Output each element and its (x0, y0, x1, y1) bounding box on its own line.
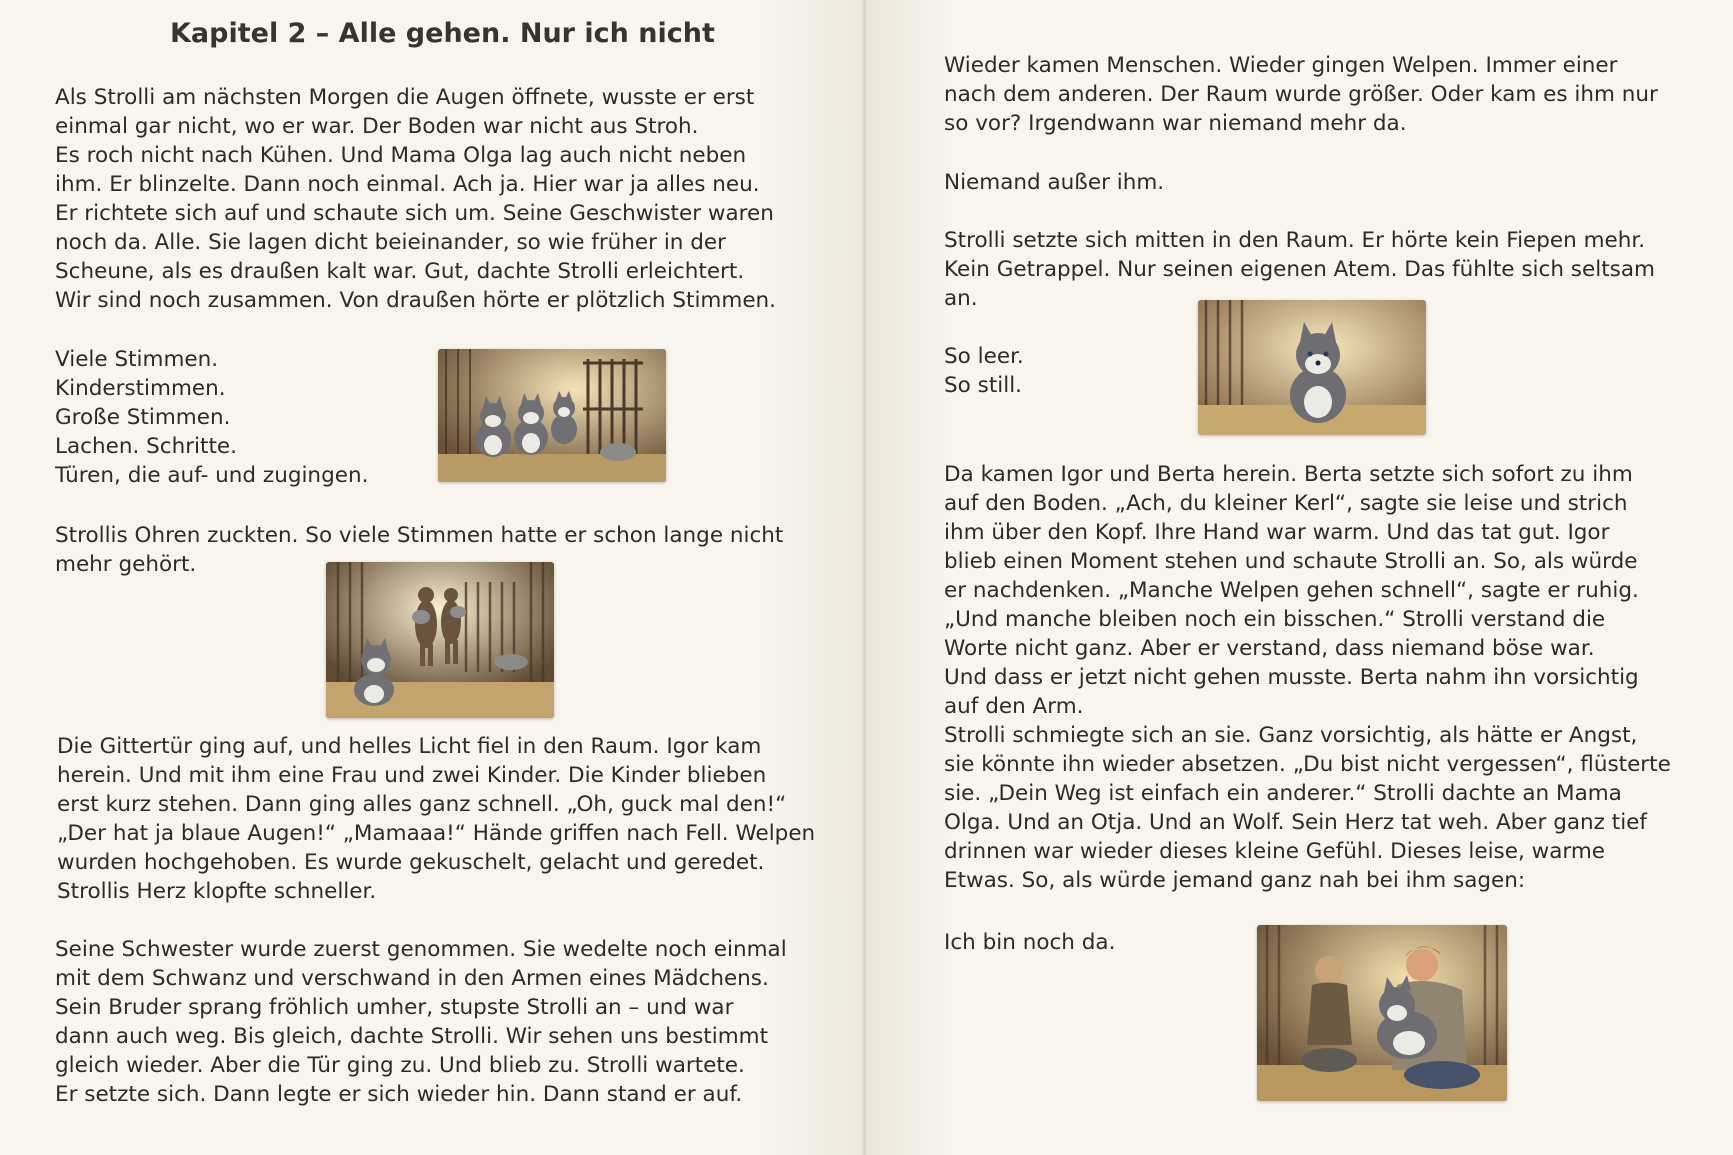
right-paragraph-3: Strolli setzte sich mitten in den Raum. Er hörte kein Fiepen mehr. Kein Getrappel. Nur seinen eigenen Atem. Das fühlte sich seltsam an. (944, 228, 1655, 311)
left-voices-list: Viele Stimmen. Kinderstimmen. Große Stimmen. Lachen. Schritte. Türen, die auf- und zugingen. (55, 347, 369, 488)
illustration-igor-berta-hug-puppy (1257, 925, 1507, 1101)
illustration-three-puppies-kennel (438, 349, 666, 482)
illustration-lonely-puppy (1198, 300, 1426, 435)
left-paragraph-3: Die Gittertür ging auf, und helles Licht fiel in den Raum. Igor kam herein. Und mit ihm eine Frau und zwei Kinder. Die Kinder blieben erst kurz stehen. Dann ging alles ganz schnell. „Oh, guck mal den!“ „Der hat ja blaue Augen!“ „Mamaaa!“ Hände griffen nach Fell. Welpen wurden hochgehoben. Es wurde gekuschelt, gelacht und geredet. Strollis Herz klopfte schneller. (57, 734, 816, 904)
left-paragraph-1: Als Strolli am nächsten Morgen die Augen öffnete, wusste er erst einmal gar nicht, wo er war. Der Boden war nicht aus Stroh. Es roch nicht nach Kühen. Und Mama Olga lag auch nicht neben ihm. Er blinzelte. Dann noch einmal. Ach ja. Hier war ja alles neu. Er richtete sich auf und schaute sich um. Seine Geschwister waren noch da. Alle. Sie lagen dicht beieinander, so wie früher in der Scheune, als es draußen kalt war. Gut, dachte Strolli erleichtert. Wir sind noch zusammen. Von draußen hörte er plötzlich Stimmen. (55, 85, 777, 313)
left-paragraph-2: Strollis Ohren zuckten. So viele Stimmen hatte er schon lange nicht mehr gehört. (55, 523, 784, 577)
right-paragraph-6: Ich bin noch da. (944, 930, 1116, 955)
chapter-title: Kapitel 2 – Alle gehen. Nur ich nicht (170, 18, 715, 49)
left-paragraph-4: Seine Schwester wurde zuerst genommen. Sie wedelte noch einmal mit dem Schwanz und verschwand in den Armen eines Mädchens. Sein Bruder sprang fröhlich umher, stupste Strolli an – und war dann auch weg. Bis gleich, dachte Strolli. Wir sehen uns bestimmt gleich wieder. Aber die Tür ging zu. Und blieb zu. Strolli wartete. Er setzte sich. Dann legte er sich wieder hin. Dann stand er auf. (55, 937, 787, 1107)
right-paragraph-2: Niemand außer ihm. (944, 170, 1165, 195)
right-page (866, 0, 1733, 1155)
right-paragraph-1: Wieder kamen Menschen. Wieder gingen Welpen. Immer einer nach dem anderen. Der Raum wurde größer. Oder kam es ihm nur so vor? Irgendwann war niemand mehr da. (944, 53, 1658, 136)
right-paragraph-5: Da kamen Igor und Berta herein. Berta setzte sich sofort zu ihm auf den Boden. „Ach, du kleiner Kerl“, sagte sie leise und strich ihm über den Kopf. Ihre Hand war warm. Und das tat gut. Igor blieb einen Moment stehen und schaute Strolli an. So, als würde er nachdenken. „Manche Welpen gehen schnell“, sagte er ruhig. „Und manche bleiben noch ein bisschen.“ Strolli verstand die Worte nicht ganz. Aber er verstand, dass niemand böse war. Und dass er jetzt nicht gehen musste. Berta nahm ihn vorsichtig auf den Arm. Strolli schmiegte sich an sie. Ganz vorsichtig, als hätte er Angst, sie könnte ihn wieder absetzen. „Du bist nicht vergessen“, flüsterte sie. „Dein Weg ist einfach ein anderer.“ Strolli dachte an Mama Olga. Und an Otja. Und an Wolf. Sein Herz tat weh. Aber ganz tief drinnen war wieder dieses kleine Gefühl. Dieses leise, warme Etwas. So, als würde jemand ganz nah bei ihm sagen: (944, 462, 1671, 893)
illustration-people-carrying-puppies (326, 562, 554, 718)
left-page (0, 0, 866, 1155)
right-paragraph-4: So leer. So still. (944, 344, 1024, 398)
